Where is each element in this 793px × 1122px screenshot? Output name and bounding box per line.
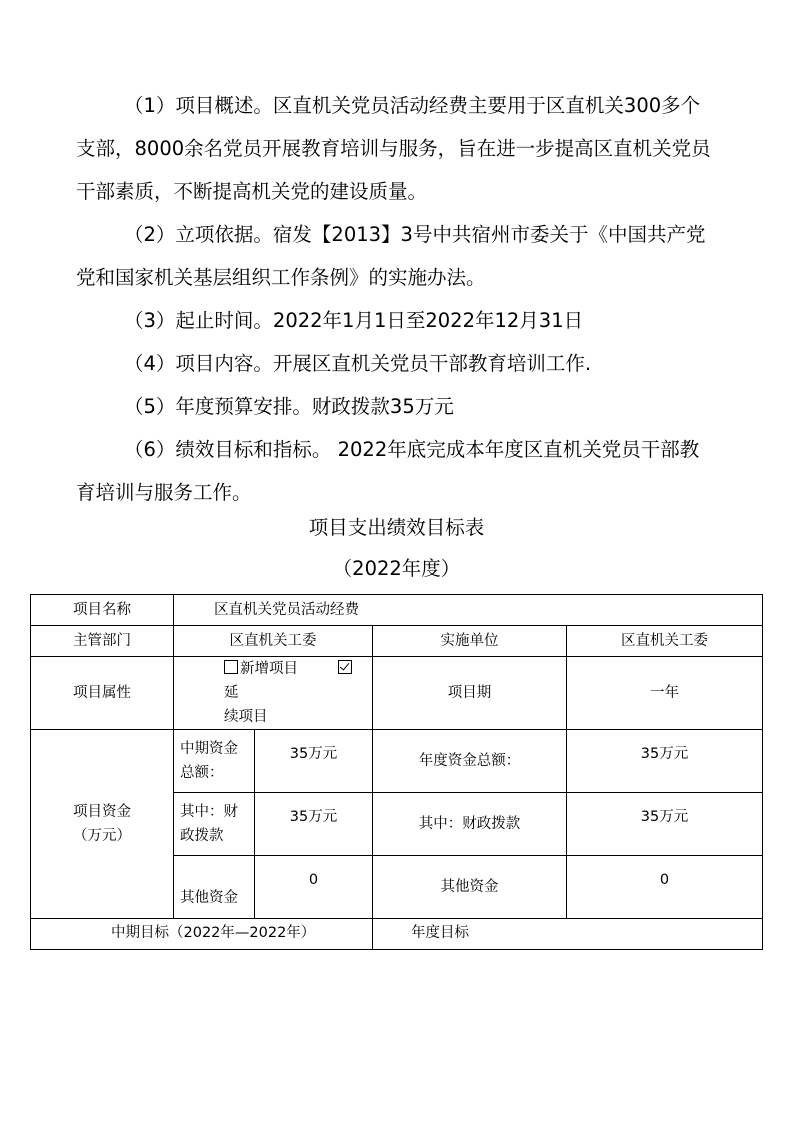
annual-total-label: 年度资金总额： [373, 730, 567, 793]
row-department [31, 626, 763, 657]
paragraph-goal: （6）绩效目标和指标。 2022年底完成本年度区直机关党员干部教育培训与服务工作。 [76, 438, 700, 504]
funds-unit: （万元） [73, 828, 131, 844]
attr-label: 项目属性 [31, 657, 174, 730]
row-goals [31, 919, 763, 950]
paragraph-period: （3）起止时间。2022年1月1日至2022年12月31日 [124, 309, 584, 332]
checkbox-new-project[interactable] [224, 660, 238, 674]
mid-other-value: 0 [255, 856, 373, 919]
impl-value: 区直机关工委 [567, 626, 763, 657]
impl-label: 实施单位 [373, 626, 567, 657]
annual-fiscal-label: 其中：财政拨款 [373, 793, 567, 856]
mid-fiscal-label: 其中：财政拨款 [174, 793, 255, 856]
row-funds-total [31, 730, 763, 793]
paragraph-overview: （1）项目概述。区直机关党员活动经费主要用于区直机关300多个支部，8000余名党员开展教育培训与服务，旨在进一步提高区直机关党员干部素质，不断提高机关党的建设质量。 [76, 94, 711, 203]
annual-fiscal-value: 35万元 [567, 793, 763, 856]
mid-goal-label: 中期目标（2022年—2022年） [31, 919, 373, 950]
mid-other-label: 其他资金 [174, 856, 255, 919]
table-subtitle: （2022年度） [332, 557, 461, 580]
row-attribute [31, 657, 763, 730]
attr-options [174, 657, 373, 730]
mid-fiscal-value: 35万元 [255, 793, 373, 856]
table-title: 项目支出绩效目标表 [308, 516, 485, 539]
funds-label: 项目资金 [73, 804, 131, 820]
dept-value: 区直机关工委 [174, 626, 373, 657]
paragraph-content: （4）项目内容。开展区直机关党员干部教育培训工作. [124, 352, 592, 375]
mid-total-value: 35万元 [255, 730, 373, 793]
annual-total-value: 35万元 [567, 730, 763, 793]
mid-total-label: 中期资金总额： [174, 730, 255, 793]
project-name-value: 区直机关党员活动经费 [174, 595, 763, 626]
period-value: 一年 [567, 657, 763, 730]
checkbox-continuing-project[interactable] [338, 660, 352, 674]
annual-other-label: 其他资金 [373, 856, 567, 919]
dept-label: 主管部门 [31, 626, 174, 657]
performance-table [30, 594, 763, 950]
funds-label-cell [31, 730, 174, 919]
annual-goal-label: 年度目标 [373, 919, 763, 950]
annual-other-value: 0 [567, 856, 763, 919]
row-project-name [31, 595, 763, 626]
project-name-label: 项目名称 [31, 595, 174, 626]
option-cont-label-a: 延 [224, 685, 239, 701]
paragraph-basis: （2）立项依据。宿发【2013】3号中共宿州市委关于《中国共产党党和国家机关基层组织工作条例》的实施办法。 [76, 223, 706, 289]
period-label: 项目期 [373, 657, 567, 730]
paragraph-budget: （5）年度预算安排。财政拨款35万元 [124, 395, 454, 418]
option-cont-label-b: 续项目 [224, 709, 268, 725]
option-new-label: 新增项目 [240, 661, 298, 677]
